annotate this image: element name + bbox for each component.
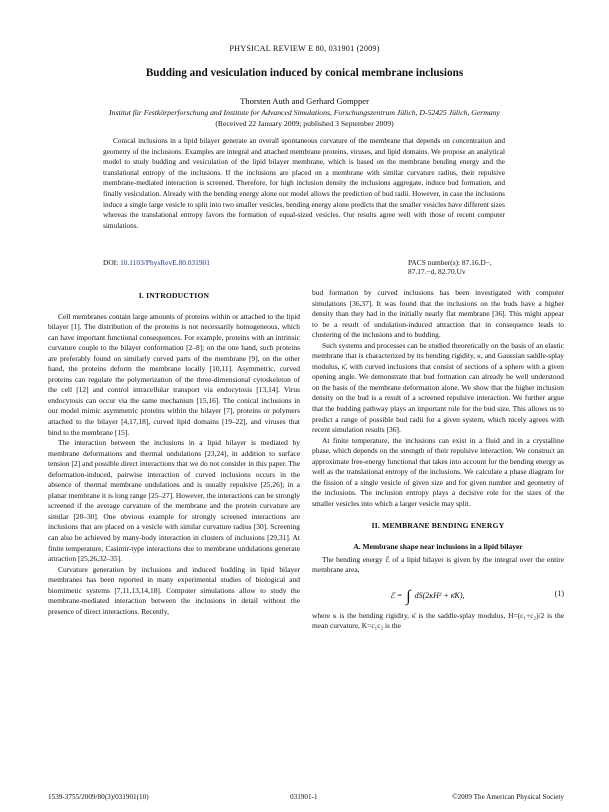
affiliation: Institut für Festkörperforschung and Institute for Advanced Simulations, Forschungszentrum Jülich, D-52425 Jülich, Germany — [109, 108, 500, 117]
paragraph: Cell membranes contain large amounts of proteins within or attached to the lipid bilayer [1]. The distribution of the proteins is not necessarily homogeneous, which can have important functional consequences. For example, proteins with an intrinsic curvature couple to the bilayer conformation [2–8]; on the one hand, such proteins are preferably found on similarly curved parts of the membrane [9], on the other hand, the proteins deform the membrane locally [10,11]. Asymmetric, curved proteins can regulate the polymerization of the three-dimensional cytoskeleton of the cell [12] and control intracellular transport via endocytosis [13,14]. Virus endocytosis can occur via the same mechanism [15,16]. The conical inclusions in our model mimic asymmetric proteins within the bilayer [7], proteins or polymers attached to the bilayer [4,17,18], curved lipid domains [19–22], and viruses that bind to the membrane [15]. — [48, 311, 300, 437]
footer-issn: 1539-3755/2009/80(3)/031901(10) — [48, 793, 149, 801]
received-date: (Received 22 January 2009; published 3 September 2009) — [215, 119, 394, 128]
abstract: Conical inclusions in a lipid bilayer generate an overall spontaneous curvature of the membrane that depends on concentration and geometry of the inclusions. Examples are integral and attached membrane proteins, viruses, and lipid domains. We propose an analytical model to study budding and vesiculation of the lipid bilayer membrane, which is based on the membrane bending energy and the translational entropy of the inclusions. If the inclusions are placed on a membrane with similar curvature radius, their repulsive membrane-mediated interaction is screened. Therefore, for high inclusion density the inclusions aggregate, induce bud formation, and finally vesiculation. Already with the bending energy alone our model allows the prediction of bud radii. However, in case the inclusions induce a single large vesicle to split into two smaller vesicles, bending energy alone predicts that the smaller vesicles have different sizes whereas the translational entropy favors the formation of equal-sized vesicles. Our results agree well with those of recent computer simulations. — [103, 136, 505, 230]
paragraph: bud formation by curved inclusions has been investigated with computer simulations [36,37]. It was found that the inclusions on the buds have a higher density than they had in the initially nearly flat membrane [36]. This might appear to be a result of undulation-induced attraction that in consequence leads to clustering of the inclusions and to budding. — [312, 288, 564, 340]
subsection-heading: A. Membrane shape near inclusions in a lipid bilayer — [353, 542, 523, 552]
doi-line — [103, 258, 505, 276]
equation-number: (1) — [554, 588, 564, 598]
left-column — [48, 288, 300, 617]
section-heading-bending-energy: II. MEMBRANE BENDING ENERGY — [371, 521, 505, 531]
paragraph: The bending energy ℰ of a lipid bilayer is given by the integral over the entire membrane area, — [312, 554, 564, 575]
journal-header: PHYSICAL REVIEW E 80, 031901 (2009) — [229, 44, 380, 53]
footer-copyright: ©2009 The American Physical Society — [452, 793, 564, 801]
section-heading-introduction: I. INTRODUCTION — [138, 291, 210, 300]
paragraph: where κ is the bending rigidity, κ̄ is the saddle-splay modulus, H=(c₁+c₂)/2 is the mean curvature, K=c₁c₂ is the — [312, 610, 564, 631]
footer-page-number: 031901-1 — [290, 793, 318, 801]
paragraph: Such systems and processes can be studied theoretically on the basis of an elastic membrane that is characterized by its bending rigidity, κ, and Gaussian saddle-splay modulus, κ̄, with curved inclusions that consist of sections of a sphere with a given opening angle. We demonstrate that bud formation can already be well understood on the basis of the membrane deformation alone. We show that the higher inclusion density on the bud is a result of a screened repulsive interaction. We further argue that the budding pathway plays an important role for the bud size. This allows us to predict a range of possible bud radii for a given system, which nicely agrees with recent simulation results [36]. — [312, 340, 564, 435]
equation-rhs: dS(2κH² + κ̄K), — [414, 590, 465, 600]
paragraph: At finite temperature, the inclusions can exist in a fluid and in a crystalline phase, which depends on the strength of their repulsive interaction. We construct an approximate free-energy functional that takes into account for the bending energy as well as the translational entropy of the inclusions. We calculate a phase diagram for the fission of a single vesicle of given size and for given number and geometry of the inclusions. The inclusion entropy plays a decisive role for the sizes of the smaller vesicles into which a larger vesicle may split. — [312, 435, 564, 508]
doi-link[interactable]: 10.1103/PhysRevE.80.031901 — [120, 258, 210, 267]
equation-1 — [312, 581, 564, 609]
pacs-numbers: PACS number(s): 87.16.D−, 87.17.−d, 82.70.Uv — [408, 258, 492, 276]
paragraph: The interaction between the inclusions in a lipid bilayer is mediated by membrane deformations and thermal undulations [23,24], in addition to surface tension [2] and possible direct interactions that we do not consider in this paper. The deformation-induced, pairwise interaction of curved inclusions occurs in the absence of thermal membrane undulations and is usually repulsive [25,26]; in a planar membrane it is long range [25–27]. However, the interactions can be strongly screened if the average curvature of the membrane and the protein curvature are similar [28–30]. One obvious example for strongly screened interactions are inclusions that are placed on a vesicle with similar curvature radius [30]. Screening can also be achieved by many-body interaction in clusters of inclusions [29,31]. At finite temperature, Casimir-type interactions due to membrane undulations generate attraction [25,26,32–35]. — [48, 438, 300, 564]
equation-lhs: ℰ = — [390, 590, 403, 600]
doi-label: DOI: — [103, 258, 119, 267]
integral-sign: ∫ — [406, 587, 411, 605]
equation-body — [390, 587, 465, 605]
authors: Thorsten Auth and Gerhard Gompper — [240, 96, 369, 106]
paragraph: Curvature generation by inclusions and induced budding in lipid bilayer membranes has been reported in many experimental studies of biological and biomimetic systems [7,11,13,14,18]. Computer simulations allow to study the membrane-mediated interaction between the inclusions in detail without the presence of direct interactions. Recently, — [48, 564, 300, 616]
right-column — [312, 288, 564, 632]
article-title: Budding and vesiculation induced by conical membrane inclusions — [145, 67, 464, 79]
